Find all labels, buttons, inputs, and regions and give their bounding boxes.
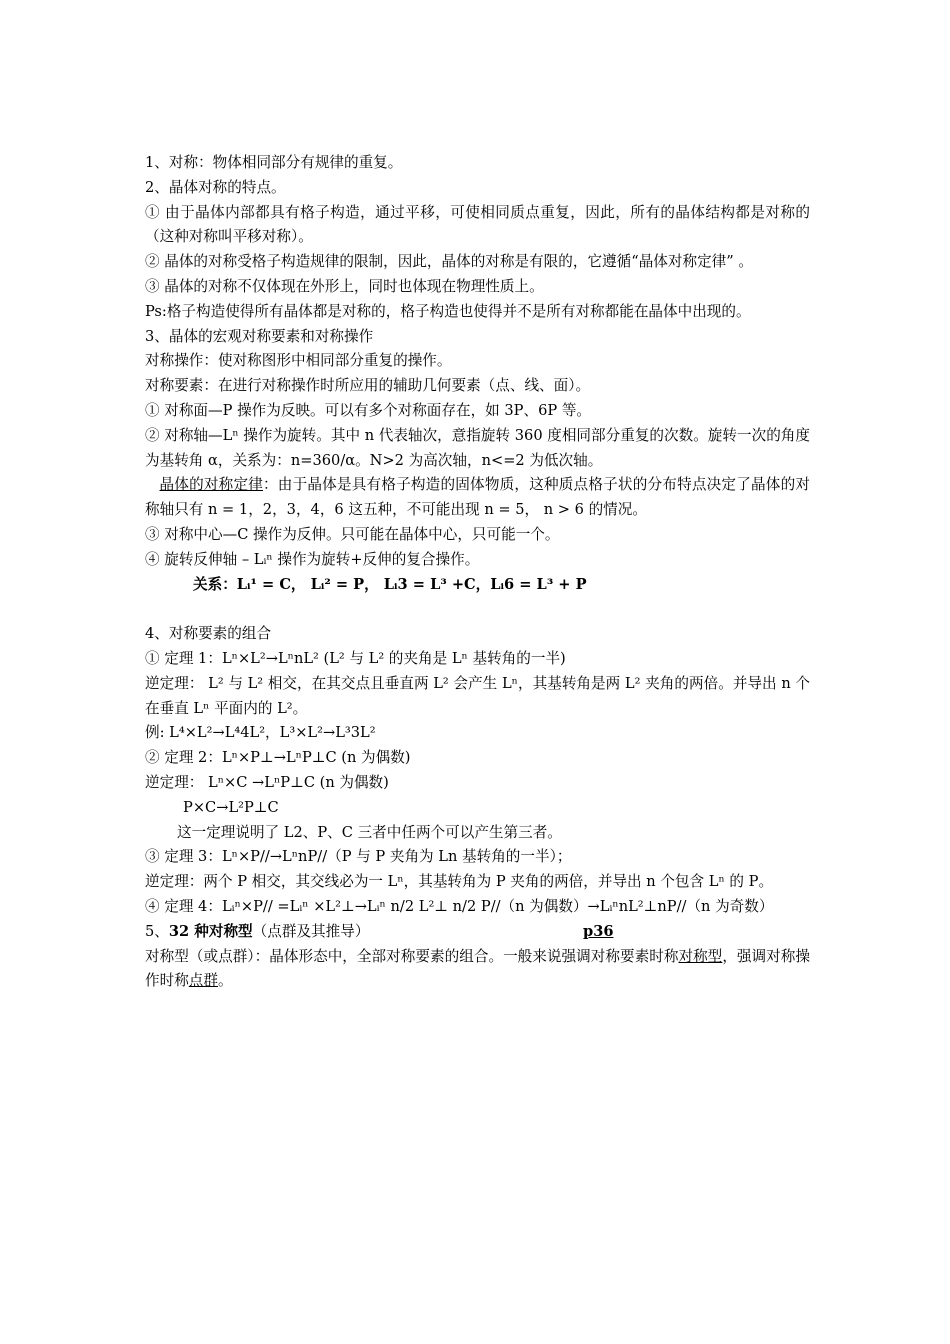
- theorem-explanation: 这一定理说明了 L2、P、C 三者中任两个可以产生第三者。: [177, 823, 562, 841]
- theorem-2: ② 定理 2：Lⁿ×P⊥→LⁿP⊥C (n 为偶数): [145, 749, 411, 767]
- section-subtitle: （点群及其推导）: [252, 922, 370, 940]
- example-line: 例: L⁴×L²→L⁴4L²，L³×L²→L³3L²: [145, 724, 376, 742]
- section-4-heading: 4、对称要素的组合: [145, 625, 272, 643]
- theorem-1: ① 定理 1：Lⁿ×L²→LⁿnL² (L² 与 L² 的夹角是 Lⁿ 基转角的一半): [145, 649, 566, 667]
- section-5-heading: [145, 920, 810, 945]
- paragraph-text: ① 由于晶体内部都具有格子构造，通过平移，可使相同质点重复，因此，所有的晶体结构都是对称的（这种对称叫平移对称）。: [145, 203, 810, 246]
- paragraph-point-2: [145, 250, 810, 275]
- item-symmetry-axis: [145, 424, 810, 474]
- page-reference: p36: [583, 922, 614, 940]
- section-2-heading: 2、晶体对称的特点。: [145, 178, 286, 196]
- paragraph-text: 。: [218, 972, 233, 990]
- paragraph-text: ：由于晶体是具有格子构造的固体物质，这种质点格子状的分布特点决定了晶体的对称轴只有 n = 1，2，3，4，6 这五种，不可能出现 n = 5， n > 6 的情况。: [145, 476, 810, 519]
- paragraph-point-group: [145, 945, 810, 995]
- paragraph-symmetry-law: [145, 473, 810, 523]
- paragraph-text: 逆定理： L² 与 L² 相交，在其交点且垂直两 L² 会产生 Lⁿ，其基转角是两 L² 夹角的两倍。并导出 n 个在垂直 Lⁿ 平面内的 L²。: [145, 674, 810, 717]
- paragraph-ps-note: [145, 300, 810, 325]
- converse-theorem-2: 逆定理： Lⁿ×C →LⁿP⊥C (n 为偶数): [145, 773, 389, 791]
- paragraph-text: 对称型（或点群）：晶体形态中，全部对称要素的组合。一般来说强调对称要素时称: [145, 947, 679, 965]
- section-title: 32 种对称型: [168, 922, 253, 940]
- blank-line: [145, 597, 810, 622]
- relations-formula: 关系：Lᵢ¹ = C， Lᵢ² = P， Lᵢ3 = L³ +C，Lᵢ6 = L³ + P: [193, 575, 587, 593]
- section-1-heading: 1、对称：物体相同部分有规律的重复。: [145, 154, 403, 171]
- paragraph-text: Ps:格子构造使得所有晶体都是对称的，格子构造也使得并不是所有对称都能在晶体中出现的。: [145, 302, 751, 320]
- converse-theorem-3: [145, 870, 810, 895]
- formula-pc: P×C→L²P⊥C: [183, 798, 279, 816]
- paragraph-text: ，强调对称操作时称: [145, 947, 810, 990]
- paragraph-text: ② 晶体的对称受格子构造规律的限制，因此，晶体的对称是有限的，它遵循“晶体对称定律” 。: [145, 253, 753, 271]
- paragraph-text: 逆定理：两个 P 相交，其交线必为一 Lⁿ，其基转角为 P 夹角的两倍，并导出 n 个包含 Lⁿ 的 P。: [145, 873, 774, 891]
- document-body: [145, 151, 810, 994]
- paragraph-text: ② 对称轴—Lⁿ 操作为旋转。其中 n 代表轴次，意指旋转 360 度相同部分重复的次数。旋转一次的角度为基转角 α，关系为：n=360/α。N>2 为高次轴，n<=2 为低次轴。: [145, 426, 810, 469]
- paragraph-point-1: [145, 201, 810, 251]
- converse-theorem-1: [145, 672, 810, 722]
- section-number: 5、: [145, 922, 169, 940]
- theorem-4: ④ 定理 4：Lᵢⁿ×P// =Lᵢⁿ ×L²⊥→Lᵢⁿ n/2 L²⊥ n/2 P//（n 为偶数）→LᵢⁿnL²⊥nP//（n 为奇数）: [145, 897, 774, 915]
- item-symmetry-center: ③ 对称中心—C 操作为反伸。只可能在晶体中心，只可能一个。: [145, 525, 560, 543]
- definition-symmetry-operation: 对称操作：使对称图形中相同部分重复的操作。: [145, 352, 452, 370]
- paragraph-point-3: ③ 晶体的对称不仅体现在外形上，同时也体现在物理性质上。: [145, 277, 544, 295]
- item-rotoinversion-axis: ④ 旋转反伸轴 – Lᵢⁿ 操作为旋转+反伸的复合操作。: [145, 550, 480, 568]
- term-symmetry-type: 对称型: [678, 947, 723, 965]
- definition-symmetry-element: 对称要素：在进行对称操作时所应用的辅助几何要素（点、线、面）。: [145, 377, 591, 395]
- section-3-heading: 3、晶体的宏观对称要素和对称操作: [145, 327, 374, 345]
- term-point-group: 点群: [188, 972, 218, 990]
- item-symmetry-plane: ① 对称面—P 操作为反映。可以有多个对称面存在，如 3P、6P 等。: [145, 401, 592, 419]
- symmetry-law-term: 晶体的对称定律: [159, 476, 264, 494]
- theorem-3: ③ 定理 3：Lⁿ×P//→LⁿnP//（P 与 P 夹角为 Ln 基转角的一半）；: [145, 848, 572, 866]
